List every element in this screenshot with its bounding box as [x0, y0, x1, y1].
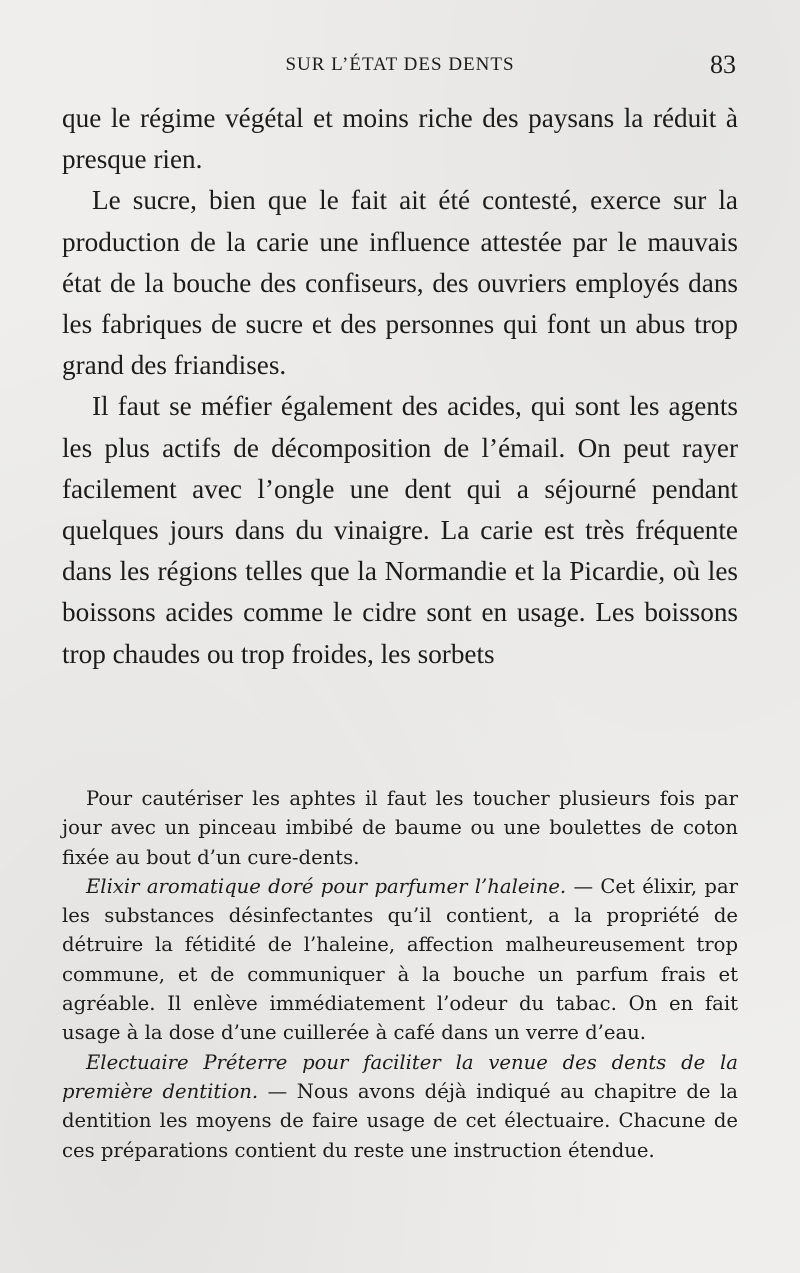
note-elixir-text: — Cet élixir, par les substances désinfectantes qu’il contient, a la propriété de détruire la fétidité de l’haleine, affection malheureusement trop commune, et de communiquer à la bouche un parfum frais et agréable. Il enlève immédiatement l’odeur du tabac. On en fait usage à la dose d’une cuillerée à café dans un verre d’eau.	[62, 874, 738, 1045]
paragraph-acids: Il faut se méfier également des acides, qui sont les agents les plus actifs de décomposition de l’émail. On peut rayer facilement avec l’ongle une dent qui a séjourné pendant quelques jours dans du vinaigre. La carie est très fréquente dans les régions telles que la Normandie et la Picardie, où les boissons acides comme le cidre sont en usage. Les boissons trop chaudes ou trop froides, les sorbets	[62, 391, 738, 669]
note-elixir-title: Elixir aromatique doré pour parfumer l’haleine.	[86, 874, 567, 898]
footnotes	[62, 784, 738, 1165]
paragraph-sugar: Le sucre, bien que le fait ait été contesté, exerce sur la production de la carie une influence attestée par le mauvais état de la bouche des confiseurs, des ouvriers employés dans les fabriques de sucre et des personnes qui font un abus trop grand des friandises.	[62, 185, 738, 381]
page-number: 83	[710, 50, 736, 79]
page-header	[62, 50, 738, 84]
note-elixir	[62, 872, 738, 1048]
paragraph-continuation: que le régime végétal et moins riche des paysans la réduit à presque rien.	[62, 103, 738, 175]
running-title: SUR L’ÉTAT DES DENTS	[285, 54, 515, 75]
main-text	[62, 98, 738, 675]
note-electuaire-title: Electuaire Préterre pour faciliter la venue des dents de la première dentition.	[62, 1050, 738, 1103]
note-aphtes: Pour cautériser les aphtes il faut les toucher plusieurs fois par jour avec un pinceau imbibé de baume ou une boulettes de coton fixée au bout d’un cure-dents.	[62, 787, 738, 869]
note-electuaire	[62, 1048, 738, 1165]
note-electuaire-text: — Nous avons déjà indiqué au chapitre de la dentition les moyens de faire usage de cet électuaire. Chacune de ces préparations contient du reste une instruction étendue.	[62, 1079, 738, 1162]
